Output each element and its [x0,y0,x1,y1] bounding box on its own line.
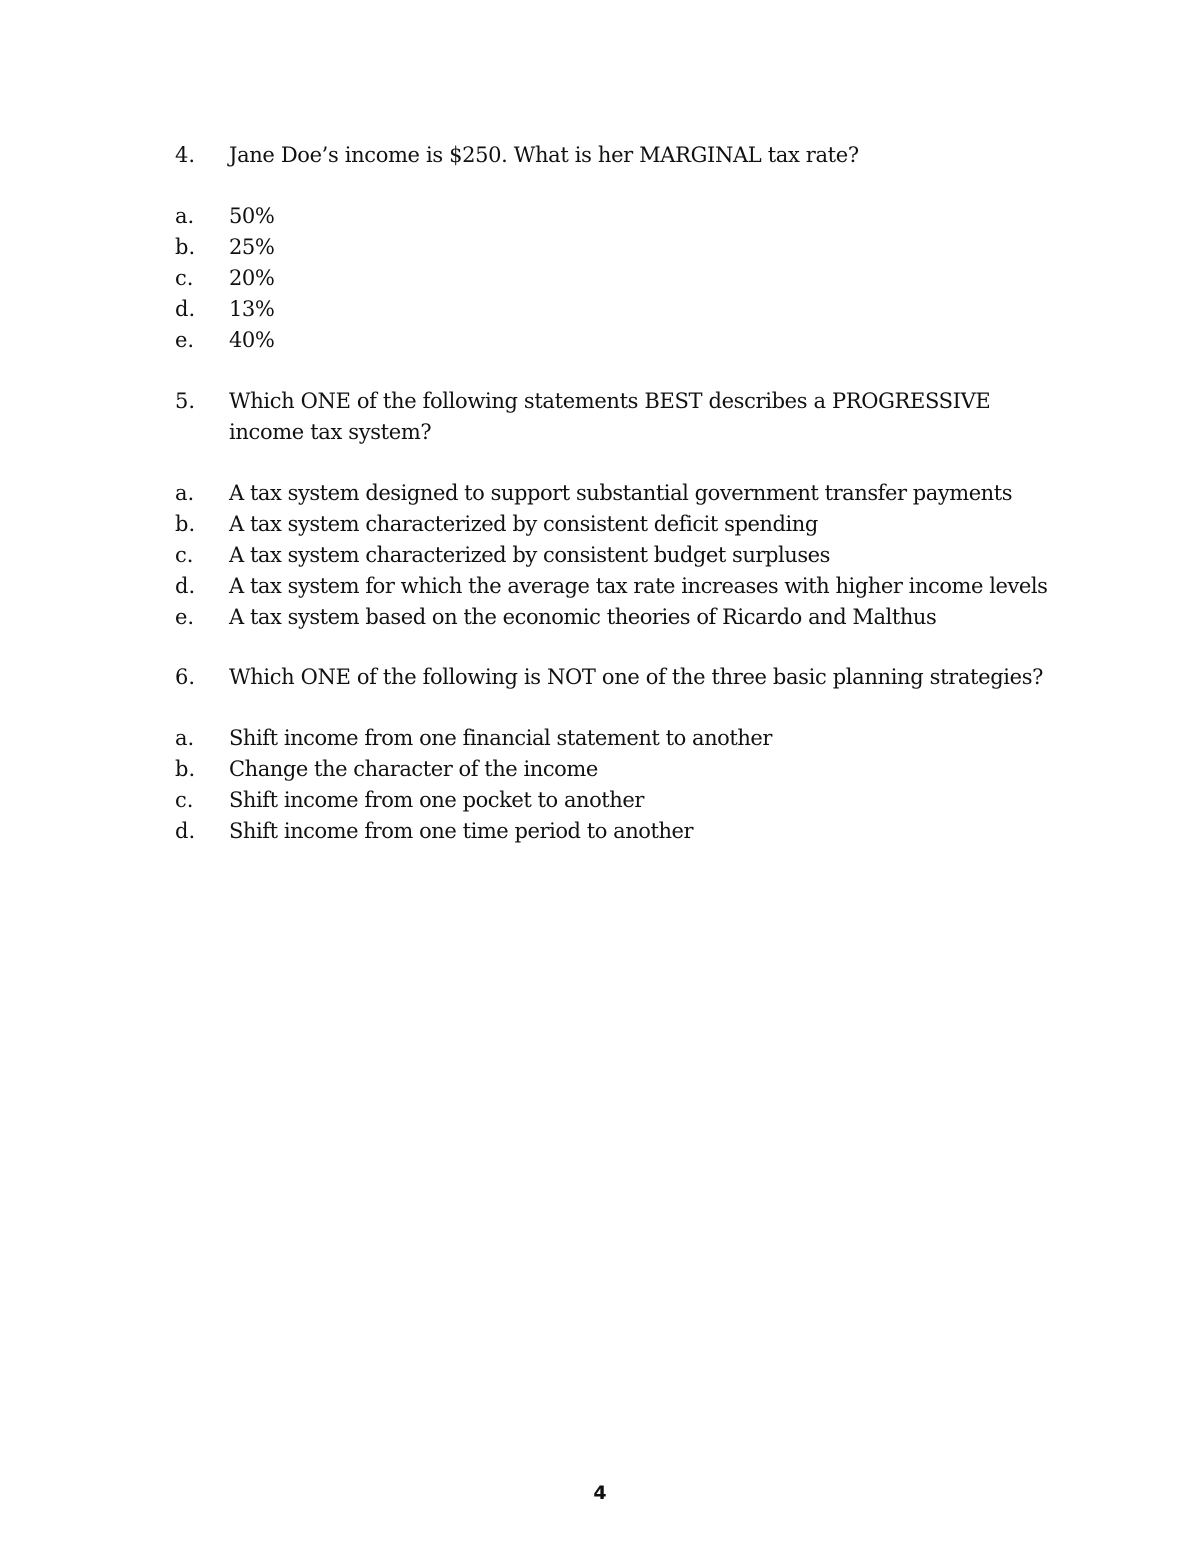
question-6 [0,662,1200,847]
question-4 [0,140,1200,356]
question-stem [0,386,1200,417]
option-letter: a. [175,481,195,505]
option-letter: d. [175,574,196,598]
option-text: A tax system designed to support substantial government transfer payments [229,481,1013,505]
option-text: 13% [229,297,275,321]
option-text: 50% [229,204,275,228]
question-number: 4. [175,143,196,167]
question-text: income tax system? [229,420,432,444]
question-stem-continued [0,417,1200,448]
option-letter: b. [175,235,196,259]
option-text: Shift income from one time period to another [229,819,694,843]
option-text: A tax system based on the economic theories of Ricardo and Malthus [229,605,937,629]
option-letter: e. [175,328,195,352]
answer-option [0,294,1200,325]
option-text: 40% [229,328,275,352]
answer-option [0,754,1200,785]
answer-option [0,602,1200,633]
option-letter: b. [175,512,196,536]
answer-option [0,325,1200,356]
option-letter: d. [175,819,196,843]
answer-option [0,785,1200,816]
question-stem [0,662,1200,693]
answer-option [0,816,1200,847]
option-letter: b. [175,757,196,781]
answer-option [0,509,1200,540]
answer-option [0,540,1200,571]
option-letter: c. [175,266,194,290]
option-letter: c. [175,788,194,812]
option-letter: d. [175,297,196,321]
question-number: 6. [175,665,196,689]
option-text: Shift income from one pocket to another [229,788,644,812]
option-text: A tax system characterized by consistent deficit spending [229,512,818,536]
option-text: A tax system for which the average tax rate increases with higher income levels [229,574,1048,598]
question-text: Which ONE of the following is NOT one of the three basic planning strategies? [229,665,1044,689]
question-stem [0,140,1200,171]
option-letter: a. [175,726,195,750]
question-text: Which ONE of the following statements BEST describes a PROGRESSIVE [229,389,991,413]
option-text: 20% [229,266,275,290]
option-text: Change the character of the income [229,757,598,781]
option-text: 25% [229,235,275,259]
answer-option [0,478,1200,509]
page-number: 4 [593,1482,607,1504]
question-number: 5. [175,389,196,413]
answer-option [0,201,1200,232]
option-letter: c. [175,543,194,567]
answer-option [0,263,1200,294]
question-text: Jane Doe’s income is $250. What is her MARGINAL tax rate? [229,143,859,167]
answer-option [0,723,1200,754]
answer-option [0,571,1200,602]
option-letter: a. [175,204,195,228]
answer-option [0,232,1200,263]
option-text: A tax system characterized by consistent budget surpluses [229,543,830,567]
option-letter: e. [175,605,195,629]
option-text: Shift income from one financial statement to another [229,726,772,750]
question-5 [0,386,1200,633]
